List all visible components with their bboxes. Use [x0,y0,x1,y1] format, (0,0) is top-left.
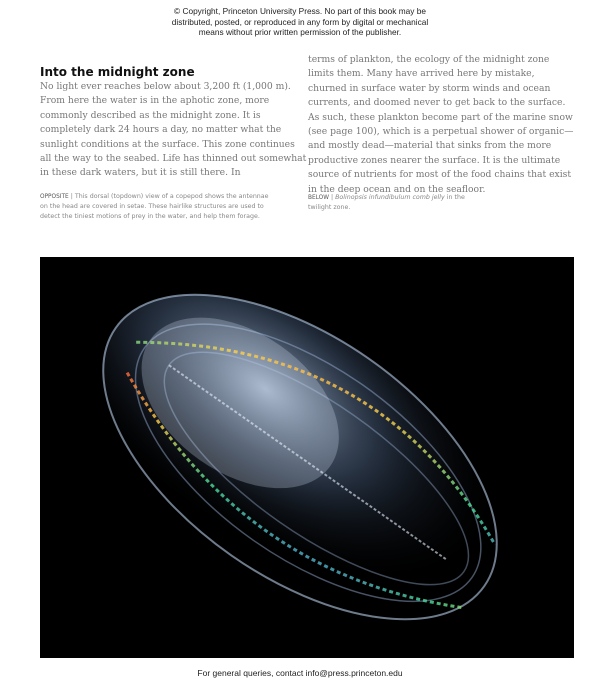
copyright-notice [0,6,600,38]
body-text-left: No light ever reaches below about 3,200 ft (1,000 m). From here the water is in the aphotic zone, more commonly described as the midnight zone. It is completely dark 24 hours a day, no matter what the sunlight conditions at the surface. This zone continues all the way to the seabed. Life has thinned out somewhat in these dark waters, but it is still there. In [40,81,307,179]
left-column [40,65,308,181]
copyright-line: means without prior written permission of the publisher. [198,27,402,37]
comb-jelly-illustration [40,257,574,658]
caption-text: This dorsal (topdown) view of a copepod shows the antennae on the head are covered in setae. These hairlike structures are used to detect the tiniest motions of prey in the water, and help them forage. [40,193,269,220]
caption-label: BELOW [308,195,329,201]
caption-label: OPPOSITE [40,194,69,200]
caption-below: BELOW | Bolinopsis infundibulum comb jelly in the twilight zone. [308,194,465,211]
caption-text: in the twilight zone. [308,194,465,211]
copyright-line: distributed, posted, or reproduced in any form by digital or mechanical [171,16,429,27]
caption-species: Bolinopsis infundibulum comb jelly [335,194,445,201]
body-text-right: terms of plankton, the ecology of the midnight zone limits them. Many have arrived here by mistake, churned in surface water by storm winds and ocean currents, and doomed never to get back to the surface. As such, these plankton become part of the marine snow (see page 100), which is a perpetual shower of organic—and mostly dead—material that sinks from the more productive zones nearer the surface. It is the ultimate source of nutrients for most of the food chains that exist in the deep ocean and on the seafloor. [308,54,574,195]
section-heading: Into the midnight zone [40,65,195,79]
caption-opposite: OPPOSITE | This dorsal (topdown) view of a copepod shows the antennae on the head are covered in setae. These hairlike structures are used to detect the tiniest motions of prey in the water, and help them forage. [40,193,269,220]
comb-jelly-photo [40,257,574,658]
footer-contact: For general queries, contact info@press.princeton.edu [197,668,403,678]
right-column [308,53,576,197]
copyright-line: © Copyright, Princeton University Press. No part of this book may be [174,6,426,16]
